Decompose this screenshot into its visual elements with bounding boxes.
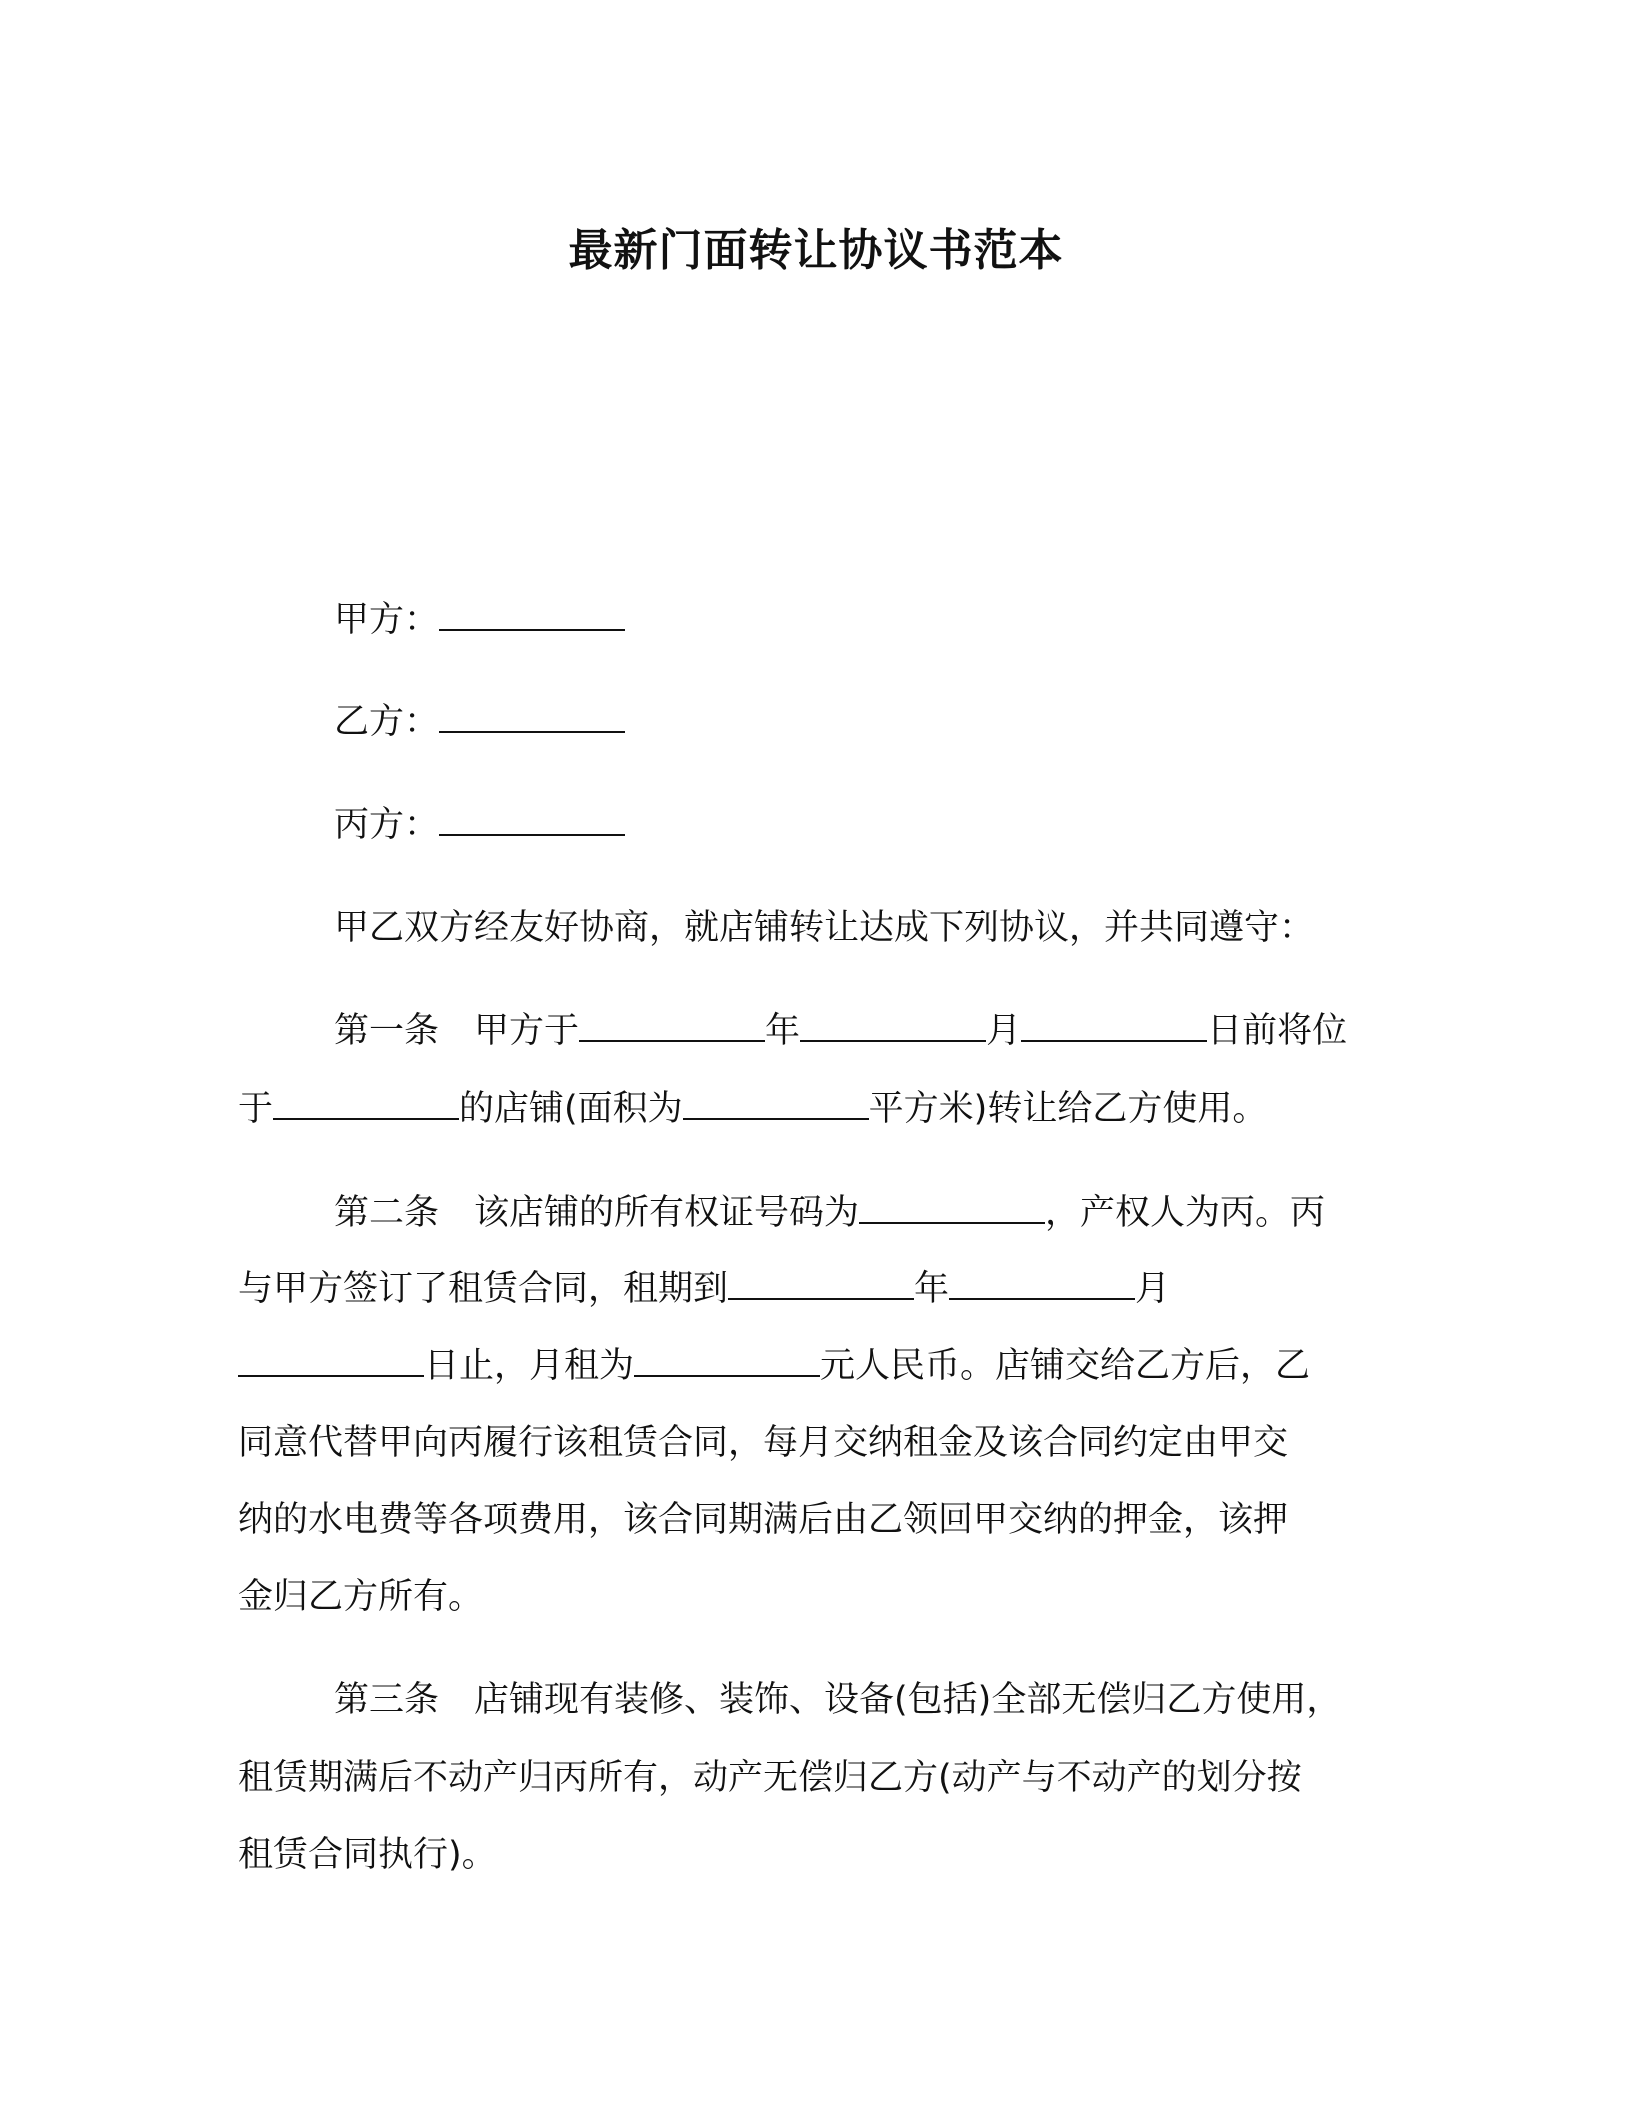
article-1-year-label: 年 bbox=[765, 1011, 801, 1051]
article-1-line-2 bbox=[238, 1084, 1267, 1134]
party-b-line bbox=[334, 697, 625, 747]
article-3-line-3: 租赁合同执行)。 bbox=[238, 1835, 497, 1875]
article-3-line-1 bbox=[334, 1675, 1341, 1725]
party-c-blank bbox=[439, 804, 625, 836]
article-1-day-blank bbox=[1021, 1010, 1207, 1042]
party-a-blank bbox=[439, 599, 625, 631]
article-2-text: 该店铺的所有权证号码为 bbox=[474, 1193, 860, 1233]
intro-paragraph: 甲乙双方经友好协商，就店铺转让达成下列协议，并共同遵守： bbox=[334, 908, 1315, 948]
article-2-text: ，产权人为丙。丙 bbox=[1045, 1193, 1326, 1233]
article-1-line-1 bbox=[334, 1006, 1347, 1056]
article-1-text: 的店铺(面积为 bbox=[459, 1089, 683, 1129]
article-3-text: 店铺现有装修、装饰、设备(包括)全部无偿归乙方使用， bbox=[474, 1680, 1342, 1720]
article-2-day-blank bbox=[238, 1345, 424, 1377]
article-1-year-blank bbox=[579, 1010, 765, 1042]
article-2-month-blank bbox=[949, 1268, 1135, 1300]
article-2-text: 日止，月租为 bbox=[424, 1346, 635, 1386]
article-1-text: 日前将位 bbox=[1207, 1011, 1348, 1051]
document-title: 最新门面转让协议书范本 bbox=[568, 225, 1064, 276]
article-2-line-2 bbox=[238, 1264, 1170, 1314]
article-2-year-blank bbox=[728, 1268, 914, 1300]
party-a-line bbox=[334, 595, 625, 645]
article-2-month-label: 月 bbox=[1135, 1269, 1171, 1309]
article-2-text: 元人民币。店铺交给乙方后，乙 bbox=[820, 1346, 1311, 1386]
article-1-text: 于 bbox=[238, 1089, 274, 1129]
article-2-rent-blank bbox=[634, 1345, 820, 1377]
article-2-text: 与甲方签订了租赁合同，租期到 bbox=[238, 1269, 729, 1309]
article-2-line-3 bbox=[238, 1341, 1310, 1391]
article-1-text: 甲方于 bbox=[474, 1011, 580, 1051]
article-1-month-blank bbox=[800, 1010, 986, 1042]
article-2-line-4: 同意代替甲向丙履行该租赁合同，每月交纳租金及该合同约定由甲交 bbox=[238, 1423, 1289, 1463]
article-2-line-6: 金归乙方所有。 bbox=[238, 1577, 484, 1617]
article-1-area-blank bbox=[683, 1088, 869, 1120]
article-3-line-2: 租赁期满后不动产归丙所有，动产无偿归乙方(动产与不动产的划分按 bbox=[238, 1758, 1302, 1798]
party-a-label: 甲方： bbox=[334, 600, 440, 640]
article-3-heading: 第三条 bbox=[334, 1680, 440, 1720]
article-1-month-label: 月 bbox=[986, 1011, 1022, 1051]
article-1-location-blank bbox=[273, 1088, 459, 1120]
article-2-line-1 bbox=[334, 1188, 1325, 1238]
party-b-label: 乙方： bbox=[334, 702, 440, 742]
article-1-heading: 第一条 bbox=[334, 1011, 440, 1051]
party-b-blank bbox=[439, 701, 625, 733]
party-c-label: 丙方： bbox=[334, 805, 440, 845]
party-c-line bbox=[334, 800, 625, 850]
article-2-line-5: 纳的水电费等各项费用，该合同期满后由乙领回甲交纳的押金，该押 bbox=[238, 1500, 1289, 1540]
article-2-year-label: 年 bbox=[914, 1269, 950, 1309]
article-2-certificate-blank bbox=[859, 1192, 1045, 1224]
article-1-text: 平方米)转让给乙方使用。 bbox=[868, 1089, 1268, 1129]
article-2-heading: 第二条 bbox=[334, 1193, 440, 1233]
